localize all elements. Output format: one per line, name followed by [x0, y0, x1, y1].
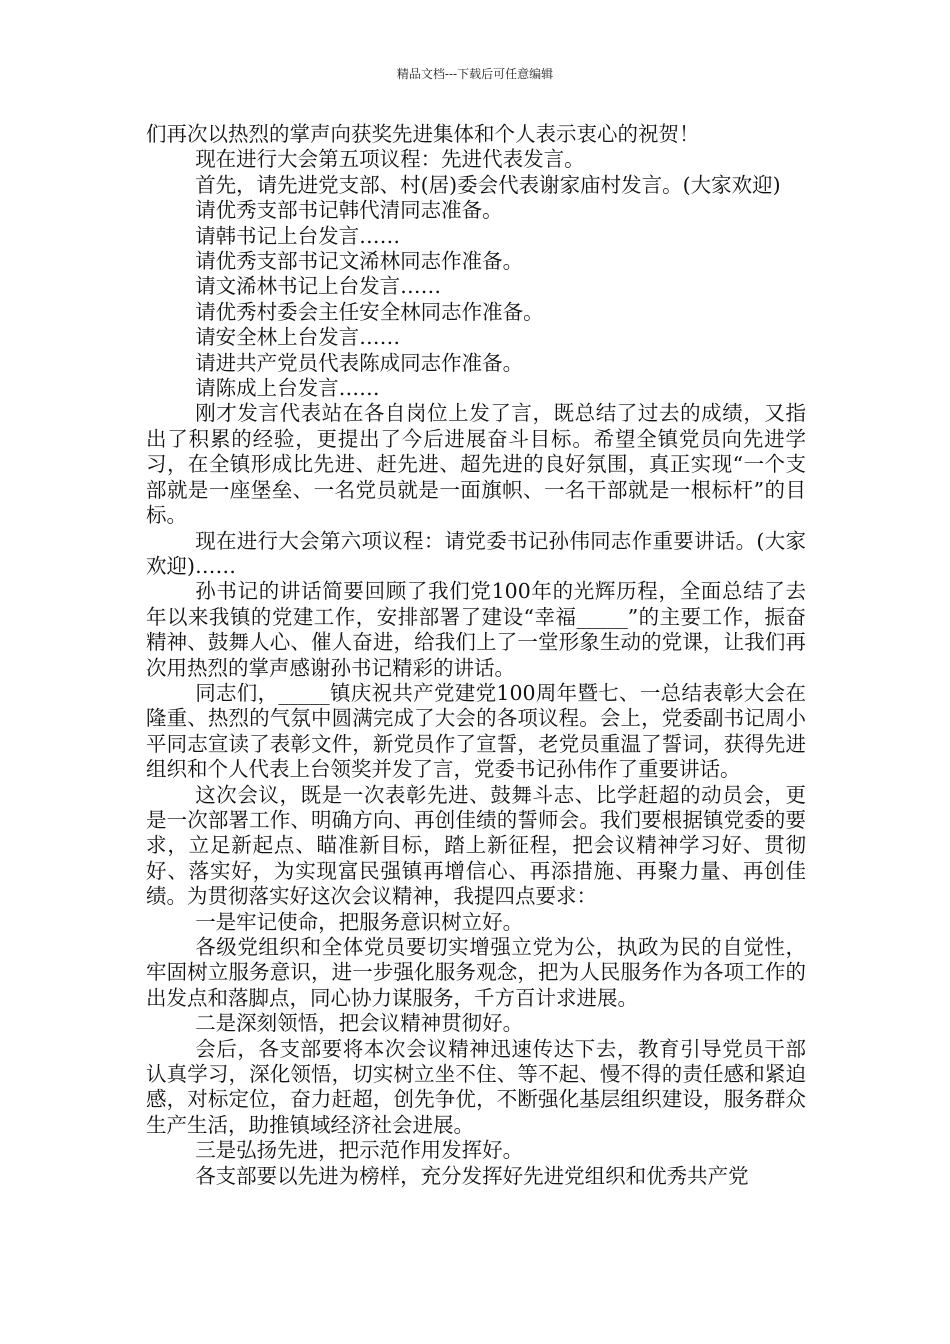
paragraph: 同志们，_____镇庆祝共产党建党100周年暨七、一总结表彰大会在隆重、热烈的气氛中圆满完成了大会的各项议程。会上，党委副书记周小平同志宣读了表彰文件，新党员作了宣誓，老党员重温了誓词，获得先进组织和个人代表上台领奖并发了言，党委书记孙伟作了重要讲话。 [146, 680, 806, 782]
paragraph: 三是弘扬先进，把示范作用发挥好。 [195, 1138, 524, 1163]
paragraph: 请陈成上台发言…… [195, 376, 380, 401]
paragraph: 请韩书记上台发言…… [195, 223, 401, 248]
paragraph: 各级党组织和全体党员要切实增强立党为公，执政为民的自觉性，牢固树立服务意识，进一步强化服务观念，把为人民服务作为各项工作的出发点和落脚点，同心协力谋服务，千方百计求进展。 [146, 935, 806, 1010]
paragraph: 这次会议，既是一次表彰先进、鼓舞斗志、比学赶超的动员会，更是一次部署工作、明确方向、再创佳绩的誓师会。我们要根据镇党委的要求，立足新起点、瞄准新目标，踏上新征程，把会议精神学习好、贯彻好、落实好，为实现富民强镇再增信心、再添措施、再聚力量、再创佳绩。为贯彻落实好这次会议精神，我提四点要求： [146, 782, 806, 909]
paragraph: 现在进行大会第六项议程：请党委书记孙伟同志作重要讲话。(大家欢迎)…… [146, 528, 806, 578]
paragraph: 一是牢记使命，把服务意识树立好。 [195, 909, 524, 934]
paragraph: 二是深刻领悟，把会议精神贯彻好。 [195, 1011, 524, 1036]
paragraph: 请文浠林书记上台发言…… [195, 274, 442, 299]
paragraph: 请优秀支部书记文浠林同志作准备。 [195, 249, 524, 274]
paragraph: 首先，请先进党支部、村(居)委会代表谢家庙村发言。(大家欢迎) [195, 172, 781, 197]
paragraph: 请安全林上台发言…… [195, 325, 401, 350]
paragraph: 请优秀支部书记韩代清同志准备。 [195, 198, 503, 223]
document-body [146, 122, 806, 1189]
paragraph: 各支部要以先进为榜样，充分发挥好先进党组织和优秀共产党 [195, 1163, 749, 1188]
paragraph: 请进共产党员代表陈成同志作准备。 [195, 350, 524, 375]
paragraph: 孙书记的讲话简要回顾了我们党100年的光辉历程，全面总结了去年以来我镇的党建工作，安排部署了建设“幸福_____”的主要工作，振奋精神、鼓舞人心、催人奋进，给我们上了一堂形象生动的党课，让我们再次用热烈的掌声感谢孙书记精彩的讲话。 [146, 579, 806, 680]
paragraph: 请优秀村委会主任安全林同志作准备。 [195, 299, 544, 324]
paragraph: 会后，各支部要将本次会议精神迅速传达下去，教育引导党员干部认真学习，深化领悟，切实树立坐不住、等不起、慢不得的责任感和紧迫感，对标定位，奋力赶超，创先争优，不断强化基层组织建设，服务群众生产生活，助推镇域经济社会进展。 [146, 1036, 806, 1137]
paragraph: 们再次以热烈的掌声向获奖先进集体和个人表示衷心的祝贺！ [146, 122, 700, 146]
paragraph: 刚才发言代表站在各自岗位上发了言，既总结了过去的成绩，又指出了积累的经验，更提出了今后进展奋斗目标。希望全镇党员向先进学习，在全镇形成比先进、赶先进、超先进的良好氛围，真正实现“一个支部就是一座堡垒、一名党员就是一面旗帜、一名干部就是一根标杆”的目标。 [146, 401, 806, 528]
page-header: 精品文档---下载后可任意编辑 [396, 67, 554, 81]
paragraph: 现在进行大会第五项议程：先进代表发言。 [195, 147, 585, 172]
